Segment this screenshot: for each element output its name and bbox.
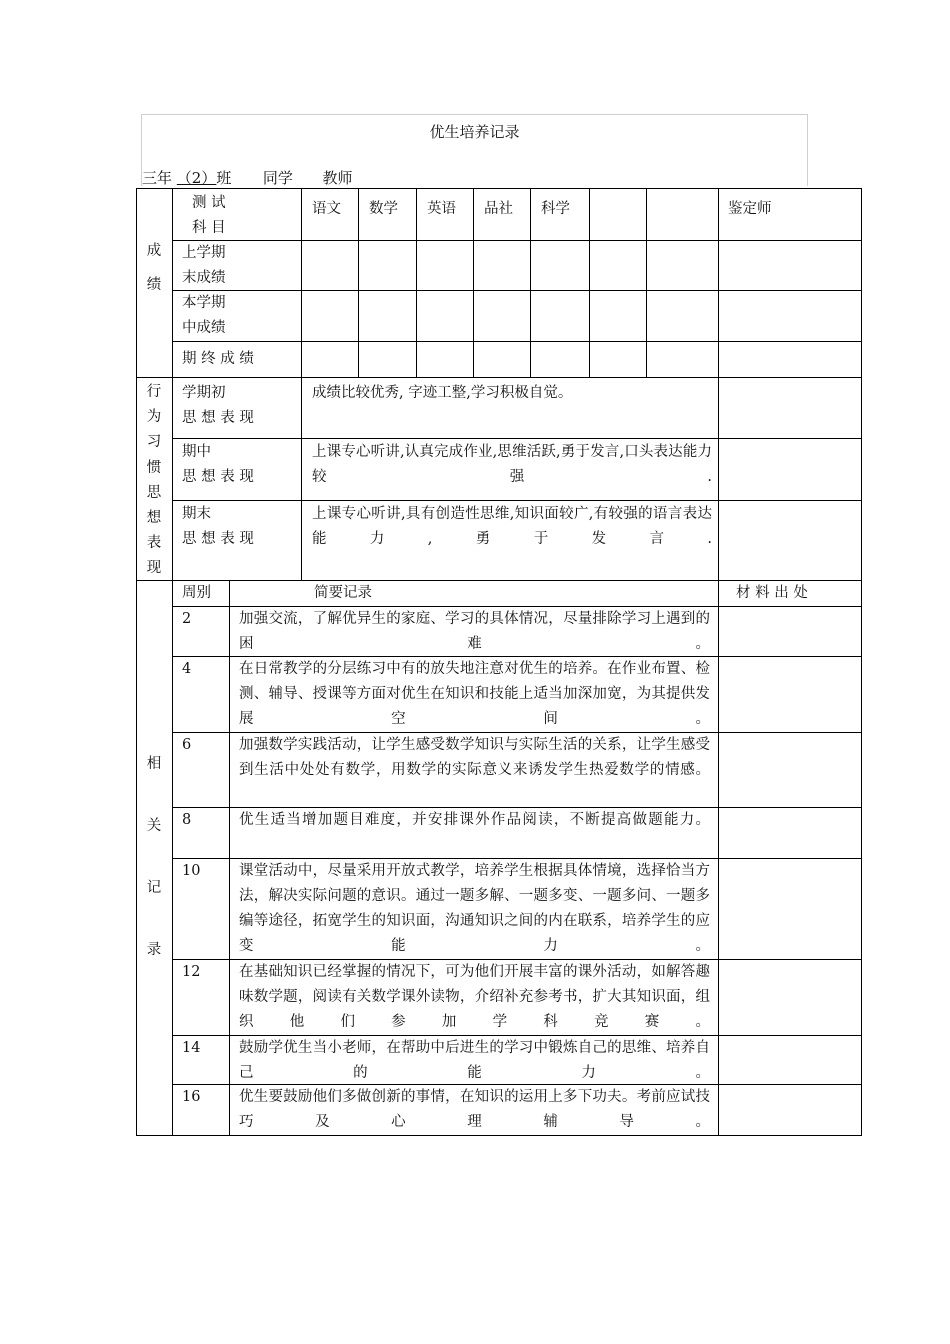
record-text: 在日常教学的分层练习中有的放失地注意对优生的培养。在作业布置、检测、辅导、授课等方面对优生在知识和技能上适当加深加宽，为其提供发展空间。 <box>239 661 710 727</box>
behavior-end-text: 上课专心听讲,具有创造性思维,知识面较广,有较强的语言表达能力,勇于发言. <box>312 506 712 547</box>
record-week: 6 <box>182 737 192 753</box>
behavior-start-label1: 学期初 <box>182 385 226 401</box>
record-week: 2 <box>182 611 192 627</box>
subject-head-line2: 科 目 <box>192 220 226 236</box>
col-summary-header: 简要记录 <box>314 585 372 601</box>
grade-label: 三年 <box>142 169 173 187</box>
class-suffix: 班 <box>216 169 232 187</box>
student-label: 同学 <box>262 169 293 187</box>
record-week: 10 <box>182 863 201 879</box>
subject-english: 英语 <box>427 201 456 217</box>
record-week: 12 <box>182 964 201 980</box>
record-week: 16 <box>182 1089 201 1105</box>
records-section-label: 相 关 记 录 <box>146 756 162 958</box>
record-week: 8 <box>182 812 192 828</box>
col-source-header: 材 料 出 处 <box>736 585 808 601</box>
this-term-mid-line2: 中成绩 <box>182 320 226 336</box>
behavior-mid-label2: 思 想 表 现 <box>182 469 254 485</box>
teacher-label: 教师 <box>322 169 353 187</box>
last-term-final-line2: 末成绩 <box>182 270 226 286</box>
class-number: （2） <box>176 169 217 187</box>
behavior-start-text: 成绩比较优秀, 字迹工整,学习积极自觉。 <box>312 385 573 401</box>
behavior-mid-text: 上课专心听讲,认真完成作业,思维活跃,勇于发言,口头表达能力较强. <box>312 444 712 485</box>
behavior-section-label: 行 为 习 惯 思 想 表 现 <box>146 384 162 577</box>
subject-math: 数学 <box>369 201 398 217</box>
subject-head-line1: 测 试 <box>192 195 226 211</box>
last-term-final-line1: 上学期 <box>182 245 226 261</box>
record-text: 课堂活动中，尽量采用开放式教学，培养学生根据具体情境，选择恰当方法，解决实际问题的意识。通过一题多解、一题多变、一题多问、一题多编等途径，拓宽学生的知识面，沟通知识之间的内在联系，培养学生的应变能力。 <box>239 863 710 954</box>
grades-section-label: 成 绩 <box>146 243 162 293</box>
subject-science: 科学 <box>541 201 570 217</box>
record-text: 加强交流，了解优异生的家庭、学习的具体情况，尽量排除学习上遇到的困难。 <box>239 611 710 652</box>
behavior-end-label2: 思 想 表 现 <box>182 531 254 547</box>
behavior-end-label1: 期末 <box>182 506 211 522</box>
record-text: 优生适当增加题目难度，并安排课外作品阅读，不断提高做题能力。 <box>239 812 710 828</box>
appraiser-label: 鉴定师 <box>728 201 772 217</box>
record-text: 在基础知识已经掌握的情况下，可为他们开展丰富的课外活动，如解答趣味数学题，阅读有关数学课外读物，介绍补充参考书，扩大其知识面，组织他们参加学科竞赛。 <box>239 964 710 1030</box>
record-week: 4 <box>182 661 192 677</box>
record-table <box>136 188 862 1136</box>
subject-social: 品社 <box>484 201 513 217</box>
class-info-line <box>142 167 353 188</box>
record-week: 14 <box>182 1040 201 1056</box>
page-title: 优生培养记录 <box>429 123 520 141</box>
behavior-start-label2: 思 想 表 现 <box>182 410 254 426</box>
record-text: 优生要鼓励他们多做创新的事情，在知识的运用上多下功夫。考前应试技巧及心理辅导。 <box>239 1089 710 1130</box>
col-week-header: 周别 <box>182 585 211 601</box>
final-grade-label: 期 终 成 绩 <box>182 351 254 367</box>
record-text: 加强数学实践活动，让学生感受数学知识与实际生活的关系，让学生感受到生活中处处有数学，用数学的实际意义来诱发学生热爱数学的情感。 <box>239 737 710 778</box>
record-text: 鼓励学优生当小老师，在帮助中后进生的学习中锻炼自己的思维、培养自己的能力。 <box>239 1040 710 1081</box>
subject-chinese: 语文 <box>312 201 341 217</box>
behavior-mid-label1: 期中 <box>182 444 211 460</box>
this-term-mid-line1: 本学期 <box>182 295 226 311</box>
